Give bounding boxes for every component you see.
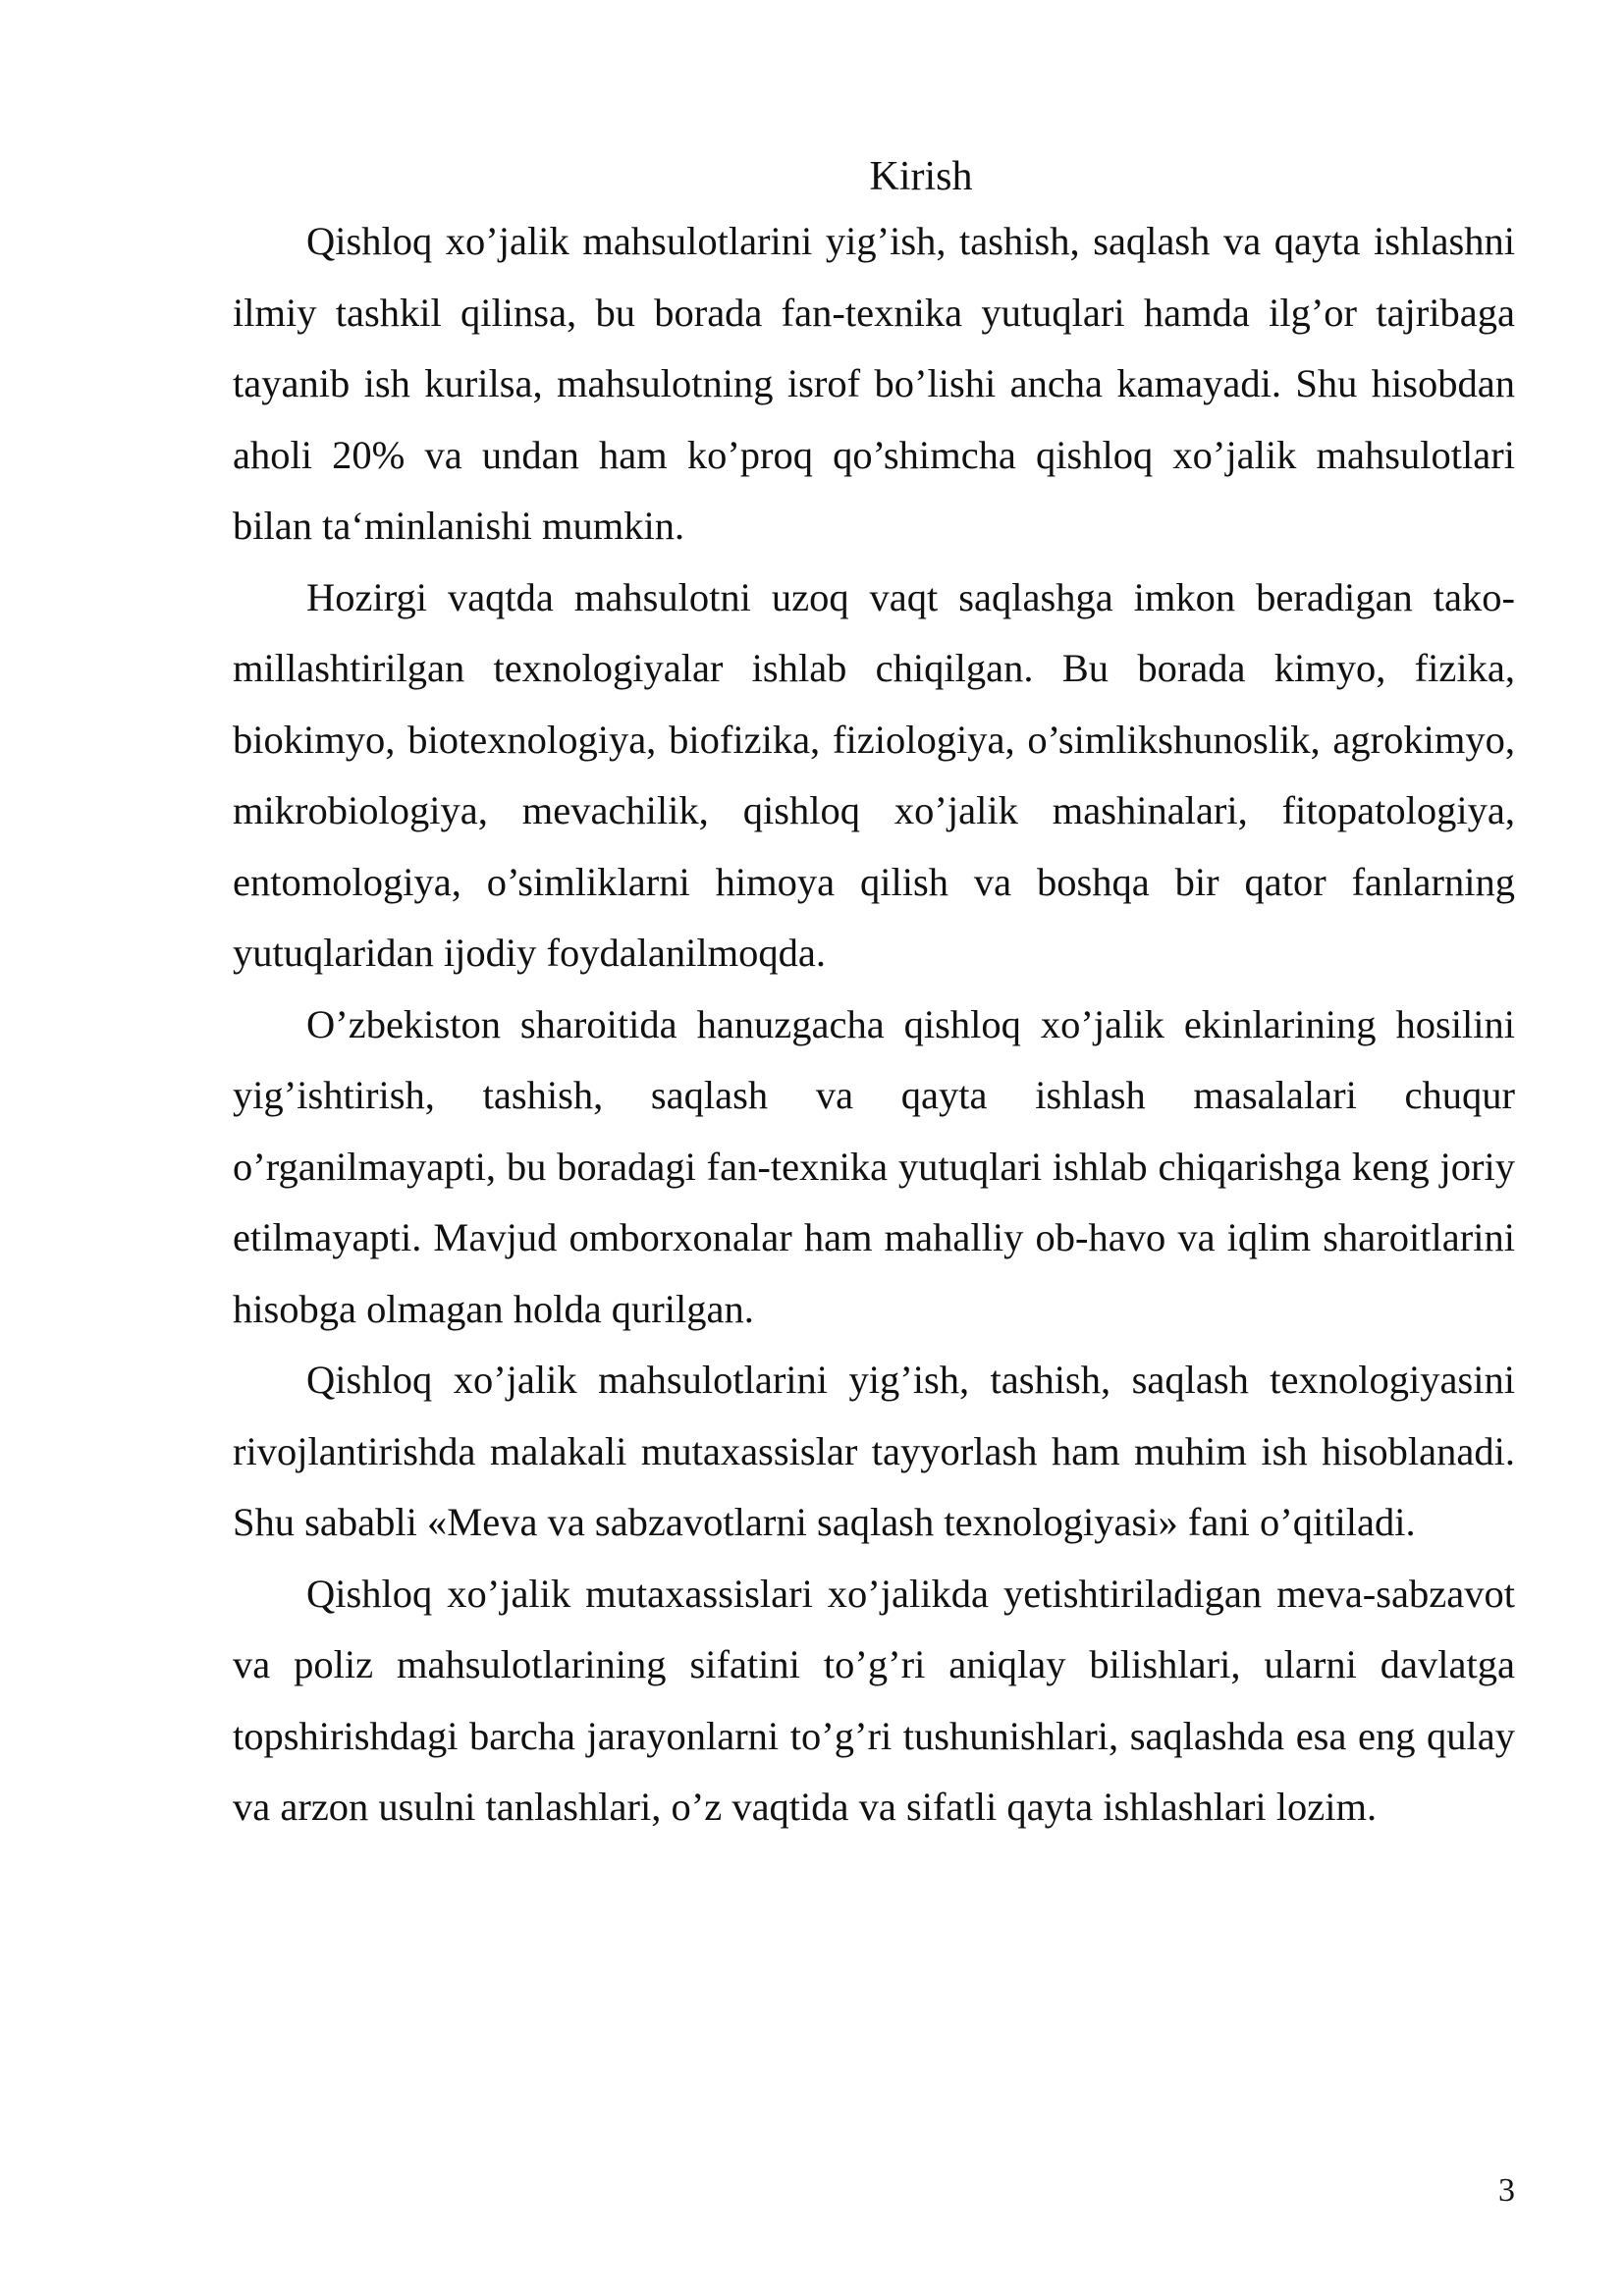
paragraph-5: Qishloq xo’jalik mutaxassislari xo’jalikda yetishtiriladigan meva-sabzavot va poliz mahsulotlarining sifatini to’g’ri aniqlay bilishlari, ularni davlatga topshirishdagi barcha jarayonlarni to’g’ri tushunishlari, saqlashda esa eng qulay va arzon usulni tanlashlari, o’z vaqtida va sifatli qayta ishlashlari lozim.: [233, 1571, 1515, 1829]
paragraph-2: Hozirgi vaqtda mahsulotni uzoq vaqt saqlashga imkon beradigan takomillashtirilgan texnologiyalar ishlab chiqilgan. Bu borada kimyo, fizika, biokimyo, biotexnologiya, biofizika, fiziologiya, o’simlikshunoslik, agrokimyo, mikrobiologiya, mevachilik, qishloq xo’jalik mashinalari, fitopatologiya, entomologiya, o’simliklarni himoya qilish va boshqa bir qator fanlarning yutuqlaridan ijodiy foydalanilmoqda.: [233, 574, 1515, 975]
paragraph-4: Qishloq xo’jalik mahsulotlarini yig’ish, tashish, saqlash texnologiyasini rivojlantirishda malakali mutaxassislar tayyorlash ham muhim ish hisoblanadi. Shu sababli «Meva va sabzavotlarni saqlash texnologiyasi» fani o’qitiladi.: [233, 1358, 1515, 1544]
paragraph-1: Qishloq xo’jalik mahsulotlarini yig’ish, tashish, saqlash va qayta ishlashni ilmiy tashkil qilinsa, bu borada fan-texnika yutuqlari hamda ilg’or tajribaga tayanib ish kurilsa, mahsulotning isrof bo’lishi ancha kamayadi. Shu hisobdan aholi 20% va undan ham ko’proq qo’shimcha qishloq xo’jalik mahsulotlari bilan ta‘minlanishi mumkin.: [233, 219, 1515, 548]
paragraph-3: O’zbekiston sharoitida hanuzgacha qishloq xo’jalik ekinlarining hosilini yig’ishtirish, tashish, saqlash va qayta ishlash masalalari chuqur o’rganilmayapti, bu boradagi fan-texnika yutuqlari ishlab chiqarishga keng joriy etilmayapti. Mavjud omborxonalar ham mahalliy ob-havo va iqlim sharoitlarini hisobga olmagan holda qurilgan.: [233, 1001, 1515, 1331]
section-title: Kirish: [869, 154, 973, 199]
document-page: [233, 147, 1515, 1843]
page-number: 3: [1498, 2172, 1515, 2209]
